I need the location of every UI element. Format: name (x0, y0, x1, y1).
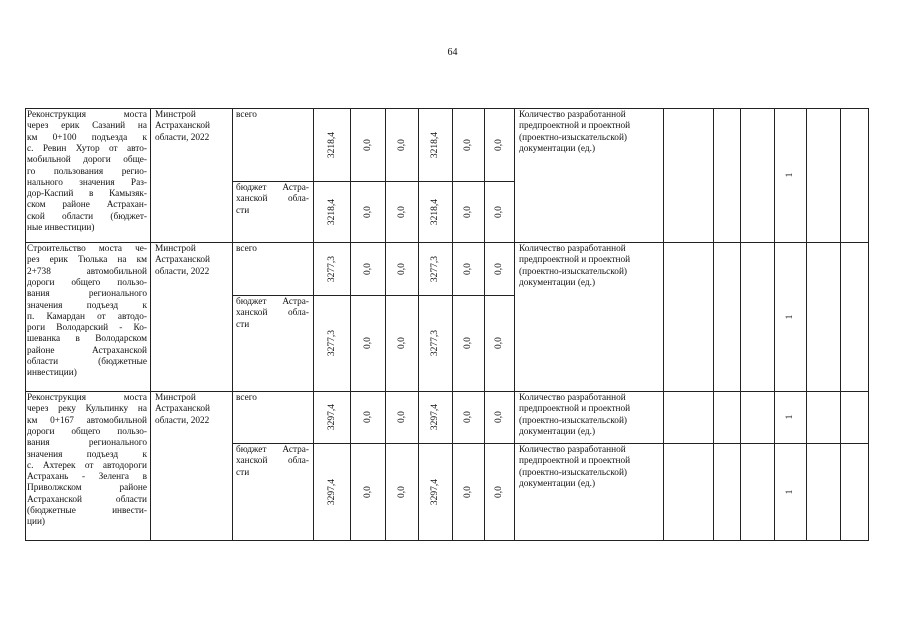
customer-line: Минстрой (155, 393, 196, 403)
funding-value: 0,0 (463, 337, 473, 349)
object-description-line: п. Камардан от автодо- (27, 311, 147, 322)
funding-value: 0,0 (494, 262, 504, 275)
indicator-text: (проектно-изыскательской) (519, 132, 628, 143)
object-description-line: Реконструкция моста (27, 110, 147, 120)
customer-line: Минстрой (155, 244, 196, 254)
funding-value: 0,0 (362, 262, 373, 275)
indicator-value: 1 (785, 414, 795, 420)
indicator-value: 1 (785, 489, 795, 494)
customer-line: области, 2022 (155, 266, 210, 277)
row-bottom-rule (25, 540, 869, 541)
funding-value: 3277,3 (430, 329, 440, 357)
indicator-text: предпроектной и проектной (519, 456, 631, 467)
funding-value: 0,0 (362, 485, 373, 498)
column-rule (385, 108, 386, 541)
customer-line: области, 2022 (155, 415, 210, 426)
funding-value: 0,0 (396, 205, 407, 218)
funding-value: 3297,4 (326, 478, 337, 505)
object-description-line: с. Ахтерек от автодороги (27, 460, 147, 471)
funding-value: 0,0 (463, 205, 473, 218)
indicator-text: документации (ед.) (519, 277, 596, 288)
column-rule (418, 108, 419, 541)
funding-source-label: бюджет Астра- (236, 297, 309, 307)
column-rule (868, 108, 869, 541)
object-description-line: Приволжском районе (27, 483, 147, 494)
funding-value: 3297,4 (326, 403, 337, 431)
table-top-rule (25, 108, 869, 109)
object-description-line: значения подъезд к (27, 300, 147, 311)
object-description-line: км 0+100 подъезда к (27, 132, 147, 143)
customer-line: области, 2022 (155, 132, 210, 143)
indicator-text: Количество разработанной (519, 110, 626, 120)
object-description-line: го пользования регио- (27, 166, 147, 177)
funding-value: 3218,4 (430, 198, 440, 225)
funding-value: 0,0 (463, 138, 473, 151)
object-description-line: районе Астраханской (27, 345, 147, 356)
customer-line: Астраханской (155, 121, 210, 132)
funding-value: 3297,4 (430, 478, 440, 505)
object-description-line: через ерик Сазаний на (27, 121, 147, 132)
funding-value: 0,0 (396, 262, 407, 275)
funding-source-label: сти (236, 319, 250, 330)
column-rule (840, 108, 841, 541)
object-description-line: рез ерик Тюлька на км (27, 255, 147, 266)
object-description-line: Реконструкция моста (27, 393, 147, 403)
column-rule (713, 108, 714, 541)
funding-value: 0,0 (494, 138, 504, 151)
indicator-text: документации (ед.) (519, 143, 596, 154)
object-description-line: км 0+167 автомобильной (27, 415, 147, 426)
funding-value: 0,0 (494, 485, 504, 498)
funding-source-label: ханской обла- (236, 194, 309, 205)
funding-source-label: бюджет Астра- (236, 445, 309, 455)
column-rule (150, 108, 151, 541)
column-rule (806, 108, 807, 541)
funding-source-label: бюджет Астра- (236, 183, 309, 193)
object-description-line: шеванка в Володарском (27, 334, 147, 345)
object-description-line: (бюджетные инвести- (27, 506, 147, 516)
indicator-value: 1 (785, 314, 795, 319)
row-bottom-rule (25, 391, 869, 392)
funding-value: 0,0 (362, 411, 373, 423)
funding-value: 0,0 (494, 337, 504, 349)
object-description-line: ные инвестиции) (27, 223, 95, 233)
column-rule (350, 108, 351, 541)
indicator-text: документации (ед.) (519, 426, 596, 437)
column-rule (452, 108, 453, 541)
indicator-text: предпроектной и проектной (519, 255, 631, 266)
customer-line: Астраханской (155, 404, 210, 415)
funding-value: 0,0 (362, 205, 373, 218)
funding-value: 3277,3 (326, 255, 337, 282)
column-rule (774, 108, 775, 541)
funding-value: 3218,4 (430, 131, 440, 158)
funding-value: 0,0 (494, 411, 504, 423)
funding-value: 0,0 (396, 138, 407, 151)
column-rule (663, 108, 664, 541)
funding-source-label: всего (236, 244, 257, 254)
customer-line: Минстрой (155, 110, 196, 120)
indicator-text: предпроектной и проектной (519, 121, 631, 132)
object-description-line: нального значения Раз- (27, 177, 147, 188)
funding-value: 3297,4 (430, 403, 440, 431)
indicator-text: Количество разработанной (519, 393, 626, 403)
column-rule (740, 108, 741, 541)
funding-value: 0,0 (396, 411, 407, 423)
column-rule (25, 108, 26, 541)
column-rule (313, 108, 314, 541)
column-rule (232, 108, 233, 541)
funding-value: 0,0 (396, 337, 407, 349)
funding-source-label: всего (236, 393, 257, 403)
object-description-line: ском районе Астрахан- (27, 200, 147, 211)
row-bottom-rule (25, 242, 869, 243)
indicator-value: 1 (785, 172, 795, 178)
source-split-rule (232, 181, 515, 182)
funding-source-label: ханской обла- (236, 456, 309, 467)
indicator-text: (проектно-изыскательской) (519, 415, 628, 426)
indicator-text: Количество разработанной (519, 445, 626, 455)
funding-value: 0,0 (494, 205, 504, 218)
indicator-text: предпроектной и проектной (519, 404, 631, 415)
page-number: 64 (447, 47, 458, 58)
funding-value: 3277,3 (326, 329, 337, 357)
indicator-text: документации (ед.) (519, 478, 596, 489)
funding-source-label: ханской обла- (236, 308, 309, 319)
object-description-line: Астрахань - Зеленга в (27, 472, 147, 483)
object-description-line: дороги общего пользо- (27, 426, 147, 437)
source-split-rule (232, 295, 515, 296)
funding-value: 0,0 (463, 485, 473, 498)
object-description-line: Астраханской области (27, 494, 147, 505)
funding-value: 0,0 (463, 262, 473, 275)
funding-value: 3218,4 (326, 131, 337, 158)
funding-source-label: сти (236, 205, 250, 216)
funding-source-label: сти (236, 467, 250, 478)
funding-value: 0,0 (362, 337, 373, 349)
indicator-text: (проектно-изыскательской) (519, 467, 628, 478)
object-description-line: дороги общего пользо- (27, 277, 147, 288)
object-description-line: с. Ревин Хутор от авто- (27, 143, 147, 154)
indicator-text: Количество разработанной (519, 244, 626, 254)
object-description-line: Строительство моста че- (27, 244, 147, 254)
column-rule (514, 108, 515, 541)
object-description-line: роги Володарский - Ко- (27, 323, 147, 334)
object-description-line: через реку Кульпинку на (27, 404, 147, 415)
object-description-line: мобильной дороги обще- (27, 155, 147, 166)
object-description-line: инвестиции) (27, 368, 77, 379)
column-rule (484, 108, 485, 541)
object-description-line: 2+738 автомобильной (27, 266, 147, 277)
source-split-rule (232, 443, 515, 444)
funding-value: 3277,3 (430, 255, 440, 282)
object-description-line: вания регионального (27, 289, 147, 300)
funding-value: 0,0 (362, 138, 373, 151)
object-description-line: ской области (бюджет- (27, 211, 147, 222)
funding-value: 0,0 (396, 485, 407, 498)
indicator-text: (проектно-изыскательской) (519, 266, 628, 277)
object-description-line: ции) (27, 517, 46, 528)
customer-line: Астраханской (155, 255, 210, 266)
object-description-line: значения подъезд к (27, 449, 147, 460)
funding-value: 3218,4 (326, 198, 337, 225)
funding-value: 0,0 (463, 411, 473, 423)
indicator-split-rule (514, 443, 869, 444)
funding-source-label: всего (236, 110, 257, 120)
object-description-line: вания регионального (27, 438, 147, 449)
object-description-line: дор-Каспий в Камызяк- (27, 189, 147, 200)
object-description-line: области (бюджетные (27, 357, 147, 367)
